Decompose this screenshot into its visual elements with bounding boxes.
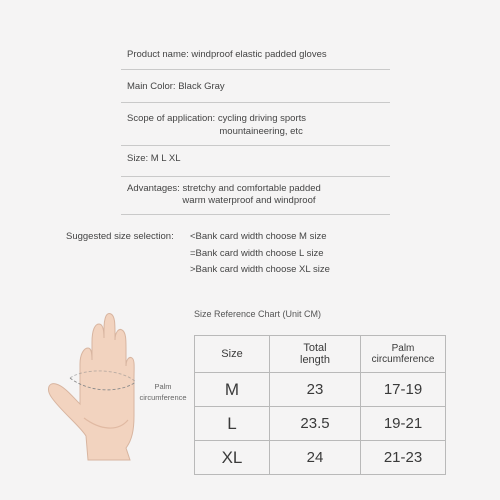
table-row <box>195 441 446 475</box>
table-header-row <box>195 336 446 373</box>
spec-line-text: Main Color: Black Gray <box>127 81 225 92</box>
suggestion-option: <Bank card width choose M size <box>190 231 327 242</box>
suggestion-label: Suggested size selection: <box>66 231 174 242</box>
cell-length: 23.5 <box>270 407 361 441</box>
header-line: Total <box>303 342 327 354</box>
cell-size: L <box>195 407 270 441</box>
cell-palm: 17-19 <box>361 373 446 407</box>
header-line: length <box>300 354 330 366</box>
suggestion-option: =Bank card width choose L size <box>190 247 324 259</box>
spec-line-text: Product name: windproof elastic padded gloves <box>127 49 327 60</box>
table-row <box>195 407 446 441</box>
divider <box>121 69 390 70</box>
cell-palm: 19-21 <box>361 407 446 441</box>
table-row <box>195 373 446 407</box>
palm-label-line: Palm <box>154 382 172 391</box>
spec-line-text: warm waterproof and windproof <box>127 195 316 206</box>
palm-circumference-label <box>135 381 191 403</box>
cell-palm: 21-23 <box>361 441 446 475</box>
spec-line-text: mountaineering, etc <box>127 126 303 137</box>
chart-title: Size Reference Chart (Unit CM) <box>194 309 322 319</box>
palm-label-line: circumference <box>139 393 187 402</box>
divider <box>121 214 390 215</box>
spec-line-text: Scope of application: cycling driving sports <box>127 113 307 124</box>
divider <box>121 102 390 103</box>
cell-size: XL <box>195 441 270 475</box>
header-total-length <box>270 336 361 373</box>
cell-size: M <box>195 373 270 407</box>
divider <box>121 176 390 177</box>
header-palm-circumference <box>361 336 446 373</box>
divider <box>121 145 390 146</box>
cell-length: 24 <box>270 441 361 475</box>
cell-length: 23 <box>270 373 361 407</box>
hand-shape <box>49 314 135 460</box>
header-line: circumference <box>371 354 435 365</box>
header-size: Size <box>195 336 270 373</box>
spec-line-text: Size: M L XL <box>127 153 181 164</box>
spec-line-text: Advantages: stretchy and comfortable padded <box>127 183 321 194</box>
size-chart-table <box>194 335 446 475</box>
header-line: Palm <box>391 343 415 354</box>
suggestion-option: >Bank card width choose XL size <box>190 264 330 275</box>
